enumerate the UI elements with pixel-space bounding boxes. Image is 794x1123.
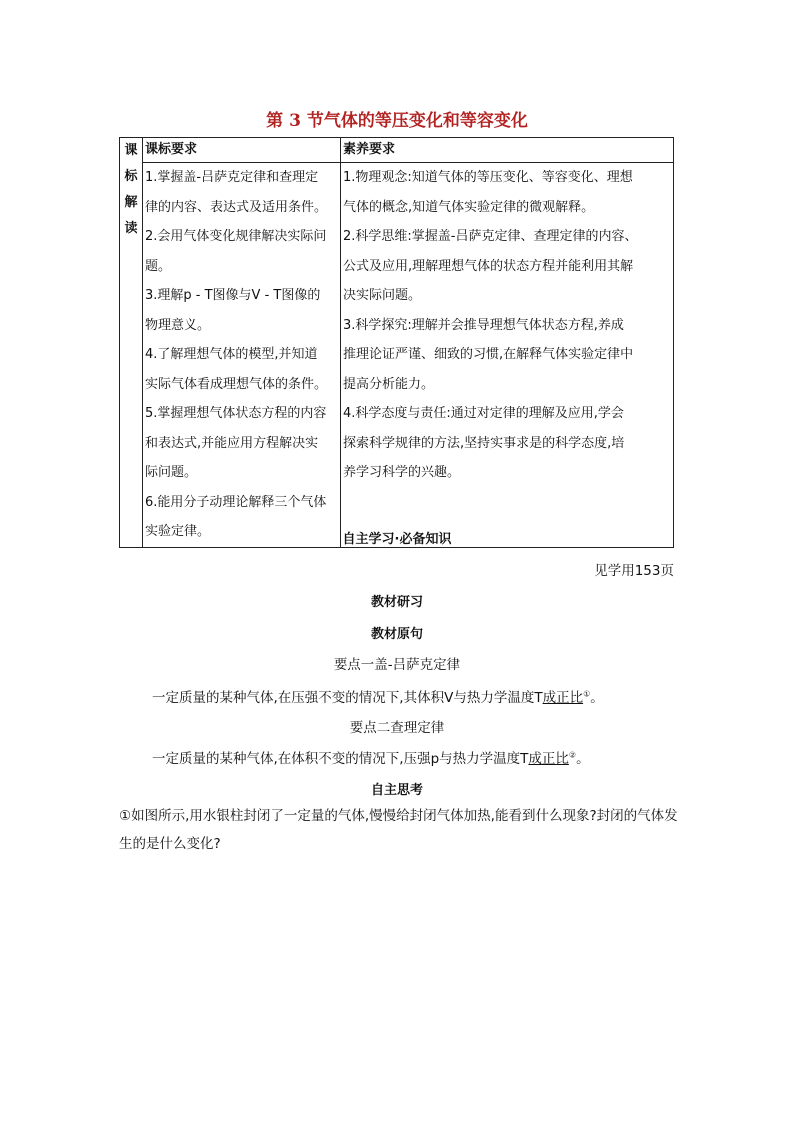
point1-underlined: 成正比 bbox=[542, 690, 584, 706]
col2-content bbox=[341, 163, 674, 548]
col2-line: 探索科学规律的方法,坚持实事求是的科学态度,培 bbox=[343, 435, 625, 451]
col1-line: 实验定律。 bbox=[145, 524, 211, 539]
col1-line: 实际气体看成理想气体的条件。 bbox=[145, 376, 328, 392]
col1-line: 律的内容、表达式及适用条件。 bbox=[145, 199, 328, 215]
section-heading: 自主学习·必备知识 bbox=[342, 532, 452, 547]
side-label-char: 读 bbox=[124, 221, 138, 236]
study-heading: 教材研习 bbox=[370, 595, 423, 610]
col2-line: 公式及应用,理解理想气体的状态方程并能利用其解 bbox=[343, 258, 634, 274]
col1-line: 4.了解理想气体的模型,并知道 bbox=[145, 347, 318, 362]
point2-body: 一定质量的某种气体,在体积不变的情况下,压强p与热力学温度T bbox=[152, 751, 529, 767]
point1-title: 要点一盖-吕萨克定律 bbox=[333, 657, 461, 673]
col1-header: 课标要求 bbox=[143, 138, 341, 163]
col1-line: 6.能用分子动理论解释三个气体 bbox=[145, 494, 327, 510]
col1-line: 题。 bbox=[145, 258, 172, 274]
col1-line: 和表达式,并能应用方程解决实 bbox=[145, 435, 319, 451]
col1-line: 2.会用气体变化规律解决实际问 bbox=[145, 229, 327, 244]
point1-text bbox=[152, 686, 604, 706]
page-reference: 见学用153页 bbox=[594, 563, 674, 579]
col2-header: 素养要求 bbox=[341, 138, 674, 163]
col2-line: 气体的概念,知道气体实验定律的微观解释。 bbox=[343, 199, 595, 215]
point2-mark: ② bbox=[568, 750, 577, 760]
question-text: ①如图所示,用水银柱封闭了一定量的气体,慢慢给封闭气体加热,能看到什么现象?封闭的气体发生的是什么变化? bbox=[119, 808, 678, 852]
col1-content bbox=[143, 163, 341, 548]
page-title: 第 3 节气体的等压变化和等容变化 bbox=[266, 111, 528, 131]
point1-body: 一定质量的某种气体,在压强不变的情况下,其体积V与热力学温度T bbox=[152, 690, 543, 706]
side-label-char: 课 bbox=[124, 143, 138, 158]
point1-end: 。 bbox=[590, 690, 604, 706]
side-label-cell bbox=[120, 138, 143, 548]
point2-title: 要点二查理定律 bbox=[349, 720, 445, 736]
col1-line: 际问题。 bbox=[145, 465, 198, 480]
col2-line: 决实际问题。 bbox=[343, 288, 422, 303]
col2-line: 1.物理观念:知道气体的等压变化、等容变化、理想 bbox=[343, 170, 633, 185]
point1-mark: ① bbox=[583, 689, 591, 699]
col1-line: 5.掌握理想气体状态方程的内容 bbox=[145, 406, 327, 421]
col1-line: 物理意义。 bbox=[145, 317, 211, 333]
col1-line: 3.理解p - T图像与V - T图像的 bbox=[145, 288, 321, 303]
point2-text bbox=[152, 747, 590, 767]
think-heading: 自主思考 bbox=[370, 783, 423, 798]
curriculum-table bbox=[119, 137, 674, 548]
col2-line: 3.科学探究:理解并会推导理想气体状态方程,养成 bbox=[343, 317, 624, 333]
side-label-char: 标 bbox=[124, 169, 138, 184]
original-heading: 教材原句 bbox=[370, 627, 423, 642]
col2-line: 推理论证严谨、细致的习惯,在解释气体实验定律中 bbox=[343, 347, 634, 362]
col1-line: 1.掌握盖-吕萨克定律和查理定 bbox=[145, 170, 319, 185]
point2-underlined: 成正比 bbox=[528, 751, 569, 767]
col2-line: 2.科学思维:掌握盖-吕萨克定律、查理定律的内容、 bbox=[343, 229, 638, 244]
col2-line: 养学习科学的兴趣。 bbox=[343, 465, 461, 480]
col2-line: 4.科学态度与责任:通过对定律的理解及应用,学会 bbox=[343, 406, 624, 421]
point2-end: 。 bbox=[576, 751, 590, 767]
side-label-char: 解 bbox=[124, 195, 138, 210]
col2-line: 提高分析能力。 bbox=[343, 376, 435, 392]
